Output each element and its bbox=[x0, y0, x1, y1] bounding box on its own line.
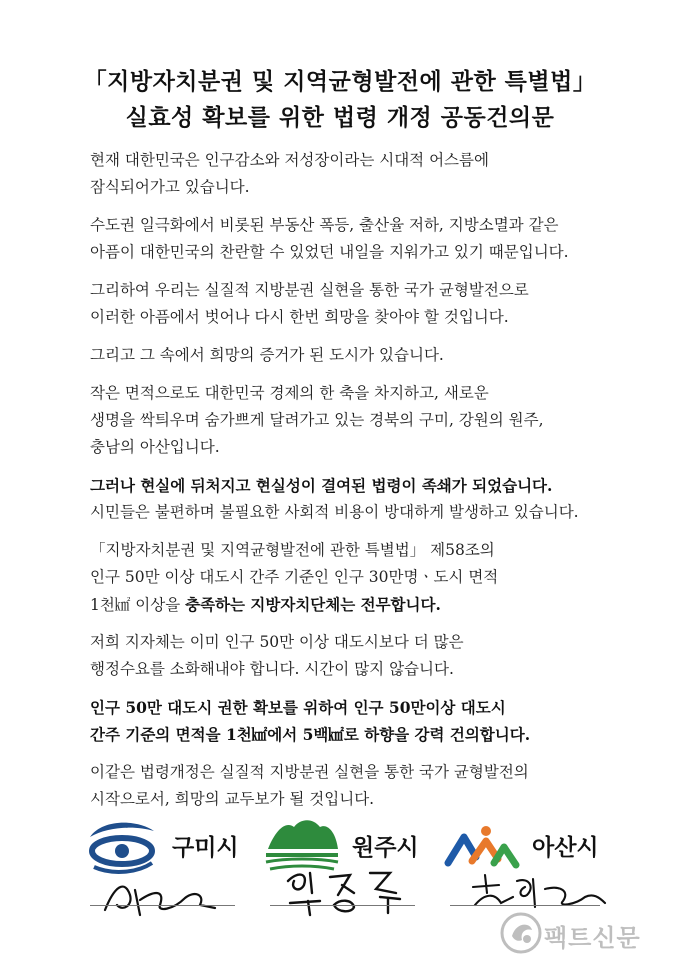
wonju-signature bbox=[280, 863, 420, 918]
paragraph-2: 수도권 일극화에서 비롯된 부동산 폭등, 출산율 저하, 지방소멸과 같은 아픔이 대한민국의 찬란할 수 있었던 내일을 지워가고 있기 때문입니다. bbox=[90, 216, 569, 261]
signature-line-asan bbox=[450, 905, 600, 906]
city-name-asan: 아산시 bbox=[532, 835, 599, 861]
signature-line-wonju bbox=[270, 905, 415, 906]
factnews-logo-icon bbox=[500, 912, 542, 954]
paragraph-1: 현재 대한민국은 인구감소와 저성장이라는 시대적 어스름에 잠식되어가고 있습니다. bbox=[90, 151, 489, 196]
document-body bbox=[90, 147, 630, 824]
paragraph-4: 그리고 그 속에서 희망의 증거가 된 도시가 있습니다. bbox=[90, 346, 444, 364]
gumi-logo-icon bbox=[82, 817, 162, 877]
document-title-line2: 실효성 확보를 위한 법령 개정 공동건의문 bbox=[125, 105, 555, 131]
gumi-signature bbox=[95, 870, 235, 920]
paragraph-8: 저희 지자체는 이미 인구 50만 이상 대도시보다 더 많은 행정수요를 소화해내야 합니다. 시간이 많지 않습니다. bbox=[90, 633, 464, 678]
paragraph-9: 인구 50만 대도시 권한 확보를 위하여 인구 50만이상 대도시 간주 기준의 면적을 1천㎢에서 5백㎢로 하향을 강력 건의합니다. bbox=[90, 698, 531, 744]
watermark bbox=[500, 908, 680, 958]
watermark-text: 팩트신문 bbox=[544, 924, 641, 952]
paragraph-10: 이같은 법령개정은 실질적 지방분권 실현을 통한 국가 균형발전의 시작으로서, 희망의 교두보가 될 것입니다. bbox=[90, 763, 529, 808]
paragraph-5: 작은 면적으로도 대한민국 경제의 한 축을 차지하고, 새로운 생명을 싹틔우며 숨가쁘게 달려가고 있는 경북의 구미, 강원의 원주, 충남의 아산입니다. bbox=[90, 384, 544, 456]
paragraph-6: 그러나 현실에 뒤처지고 현실성이 결여된 법령이 족쇄가 되었습니다. 시민들은 불편하며 불필요한 사회적 비용이 방대하게 발생하고 있습니다. bbox=[90, 476, 579, 521]
paragraph-7: 「지방자치분권 및 지역균형발전에 관한 특별법」 제58조의 인구 50만 이상 대도시 간주 기준인 인구 30만명ㆍ도시 면적 1천㎢ 이상을 충족하는 지방자치단체는 전무합니다. bbox=[90, 541, 499, 614]
city-name-gumi: 구미시 bbox=[172, 835, 239, 861]
document-title-line1: 「지방자치분권 및 지역균형발전에 관한 특별법」 bbox=[83, 69, 597, 95]
signature-line-gumi bbox=[90, 905, 235, 906]
city-name-wonju: 원주시 bbox=[352, 835, 419, 861]
paragraph-3: 그리하여 우리는 실질적 지방분권 실현을 통한 국가 균형발전으로 이러한 아픔에서 벗어나 다시 한번 희망을 찾아야 할 것입니다. bbox=[90, 281, 529, 326]
